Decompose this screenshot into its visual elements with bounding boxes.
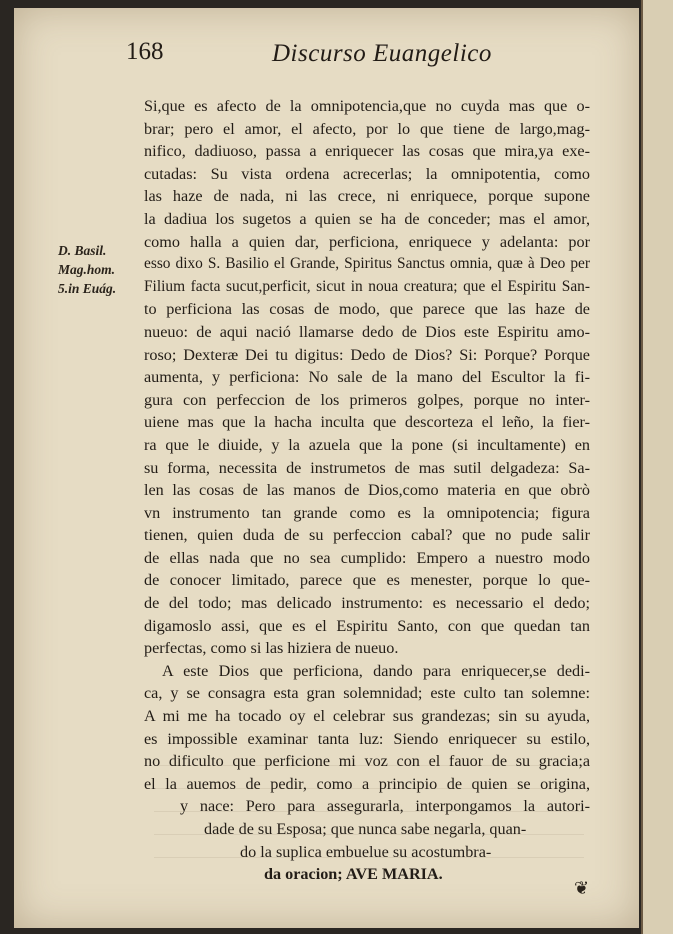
text-line: digamoslo assi, que es el Espiritu Santo, con que quedan tan [144, 616, 590, 635]
text-line: Si,que es afecto de la omnipotencia,que no cuyda mas que o- [144, 97, 590, 115]
text-line: uiene mas que la hacha inculta que descorteza el leño, la fier- [144, 413, 590, 432]
running-head [122, 36, 582, 76]
text-line: ra que le diuide, y la azuela que la pone (si incultamente) en [144, 435, 590, 454]
text-line: cutadas: Su vista ordena acrecerlas; la omnipotentia, como [144, 164, 590, 183]
margin-note-line: Mag.hom. [58, 262, 116, 277]
text-line-latin-quote: Filium facta sucut,perficit, sicut in noua creatura; que el Espiritu San- [144, 277, 590, 295]
text-line: como halla a quien dar, perficiona, enriquece y adelanta: por [144, 232, 590, 251]
text-line: las haze de nada, ni las crece, ni enriquece, porque supone [144, 187, 590, 206]
text-line: A este Dios que perficiona, dando para enriquecer,se dedi- [162, 661, 590, 680]
text-line: roso; Dexteræ Dei tu digitus: Dedo de Dios? Si: Porque? Porque [144, 345, 590, 364]
text-line: el la auemos de pedir, como a principio de quien se origina, [144, 774, 590, 793]
text-line: to perficiona las cosas de modo, que parece que las haze de [144, 300, 590, 319]
text-line: ca, y se consagra esta gran solemnidad; este culto tan solemne: [144, 684, 590, 703]
text-line: gura con perfeccion de los primeros golpes, porque no inter- [144, 390, 590, 409]
margin-note [58, 241, 144, 298]
text-line: dade de su Esposa; que nunca sabe negarla, quan- [204, 820, 527, 838]
text-line-closing: da oracion; AVE MARIA. [264, 865, 443, 884]
page-number: 168 [126, 38, 164, 65]
running-title: Discurso Euangelico [272, 40, 492, 67]
text-line: A mi me ha tocado oy el celebrar sus grandezas; sin su ayuda, [144, 707, 590, 726]
margin-note-line: D. Basil. [58, 243, 107, 258]
text-line: brar; pero el amor, el afecto, por lo que tiene de largo,mag- [144, 119, 590, 138]
text-line: do la suplica embuelue su acostumbra- [240, 842, 492, 861]
margin-note-line: 5.in Euág. [58, 281, 117, 296]
text-line: len las cosas de las manos de Dios,como materia en que obrò [144, 481, 590, 500]
text-line: es impossible examinar tanta luz: Siendo enriquecer su estilo, [144, 729, 590, 748]
text-line: vn instrumento tan grande como es la omnipotencia; figura [144, 503, 590, 522]
text-line: la dadiua los sugetos a quien se ha de conceder; mas el amor, [144, 209, 590, 228]
text-line: aumenta, y perficiona: No sale de la mano del Escultor la fi- [144, 368, 590, 387]
text-line: su forma, necessita de instrumetos de mas sutil delgadeza: Sa- [144, 458, 590, 477]
text-line: no dificulto que perficione mi voz con el fauor de su gracia;a [144, 752, 590, 771]
show-through-texture [154, 743, 584, 858]
text-line: tienen, quien duda de su perfeccion cabal? que no pude salir [144, 526, 590, 545]
text-line: y nace: Pero para assegurarla, interpongamos la autori- [180, 797, 590, 816]
text-line: perfectas, como si las hiziera de nueuo. [144, 639, 399, 658]
text-line: nueuo: de aqui nació llamarse dedo de Dios este Espiritu amo- [144, 322, 590, 341]
text-line: de conocer limitado, parece que es menester, porque lo que- [144, 571, 590, 590]
text-line: de ellas nada que no sea cumplido: Empero a nuestro modo [144, 548, 590, 567]
ornament-mark-icon: ❦ [574, 878, 590, 898]
text-line: nifico, dadiuoso, passa a enriquecer las cosas que mira,ya exe- [144, 142, 590, 161]
adjacent-page-edge [641, 0, 673, 934]
text-line: de del todo; mas delicado instrumento: es necessario el dedo; [144, 594, 590, 613]
text-line-latin-quote: esso dixo S. Basilio el Grande, Spiritus Sanctus omnia, quæ à Deo per [144, 255, 590, 273]
book-page [14, 8, 639, 928]
